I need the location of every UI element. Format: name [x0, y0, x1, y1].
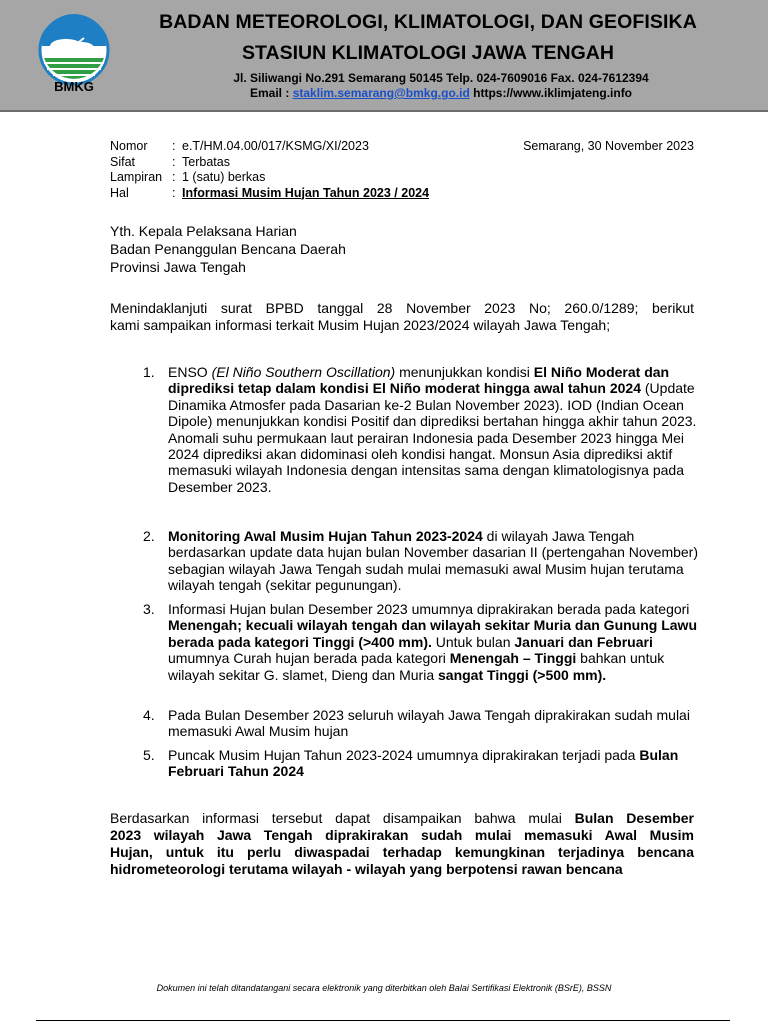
intro-paragraph — [110, 300, 694, 334]
item-text-bold: El Niño Moderat dan diprediksi tetap dalam kondisi El Niño moderat hingga awal tahun 2024 — [168, 364, 670, 397]
item-text: Puncak Musim Hujan Tahun 2023-2024 umumnya diprakirakan terjadi pada — [168, 747, 640, 763]
meta-colon: : — [172, 139, 176, 153]
meta-value: Terbatas — [182, 154, 230, 169]
item-text: Pada Bulan Desember 2023 seluruh wilayah Jawa Tengah diprakirakan sudah mulai memasuki Awal Musim hujan — [168, 707, 690, 740]
email-link[interactable]: staklim.semarang@bmkg.go.id — [292, 86, 470, 100]
recipient-line: Badan Penanggulan Bencana Daerah — [110, 241, 346, 257]
meta-value: e.T/HM.04.00/017/KSMG/XI/2023 — [182, 139, 369, 153]
conclusion-line: 2023 wilayah Jawa Tengah diprakirakan sudah mulai memasuki Awal Musim — [110, 827, 694, 843]
meta-row-sifat — [110, 155, 429, 171]
recipient-line: Yth. Kepala Pelaksana Harian — [110, 223, 297, 239]
item-text-bold: sangat Tinggi (>500 mm). — [438, 666, 607, 683]
recipient-block — [110, 222, 346, 276]
meta-colon: : — [172, 154, 176, 169]
list-number: 2. — [143, 528, 155, 544]
meta-colon: : — [172, 185, 176, 200]
item-text-bold: Menengah; kecuali wilayah tengah dan wilayah sekitar Muria dan Gunung Lawu berada pada kategori Tinggi (>400 mm). — [168, 617, 697, 650]
conclusion-line: Hujan, untuk itu perlu diwaspadai terhadap kemungkinan terjadinya bencana — [110, 844, 694, 860]
intro-line: Menindaklanjuti surat BPBD tanggal 28 November 2023 No; 260.0/1289; berikut — [110, 300, 694, 316]
header-divider — [0, 110, 768, 112]
item-text: Informasi Hujan bulan Desember 2023 umumnya diprakirakan berada pada kategori — [168, 601, 690, 617]
item-text: di wilayah Jawa Tengah berdasarkan update data hujan bulan November dasarian II (pertengahan November) sebagian wilayah Jawa Tengah sudah mulai memasuki awal Musim hujan terutama wilayah tengah (sekitar pegunungan). — [168, 528, 699, 594]
footer-divider — [36, 1020, 730, 1021]
meta-label: Sifat — [110, 154, 136, 169]
list-number: 3. — [143, 601, 155, 617]
address-line: Jl. Siliwangi No.291 Semarang 50145 Telp. 024-7609016 Fax. 024-7612394 — [233, 71, 649, 85]
item-text-bold: Januari dan Februari — [514, 633, 653, 650]
list-number: 1. — [143, 364, 155, 380]
recipient-line: Provinsi Jawa Tengah — [110, 259, 246, 275]
e-signature-note: Dokumen ini telah ditandatangani secara elektronik yang diterbitkan oleh Balai Sertifikasi Elektronik (BSrE), BSSN — [156, 983, 612, 993]
letter-date: Semarang, 30 November 2023 — [523, 139, 694, 153]
conclusion-text-bold: Bulan Desember — [574, 810, 694, 826]
list-item — [143, 747, 699, 780]
item-text-bold: Menengah – Tinggi — [449, 650, 577, 667]
item-text-bold: Bulan Februari Tahun 2024 — [168, 747, 679, 780]
conclusion-line — [110, 810, 694, 827]
letterhead — [0, 0, 768, 110]
conclusion-paragraph — [110, 810, 694, 878]
item-text: Untuk bulan — [431, 633, 515, 650]
meta-label: Hal — [110, 185, 129, 200]
logo-text: BMKG — [54, 79, 94, 94]
letter-meta — [110, 139, 429, 201]
website-text[interactable]: https://www.iklimjateng.info — [473, 86, 633, 100]
item-text: ENSO — [168, 364, 212, 380]
list-item — [143, 364, 699, 528]
station-name: STASIUN KLIMATOLOGI JAWA TENGAH — [242, 42, 614, 64]
meta-label: Nomor — [110, 139, 148, 153]
meta-row-hal — [110, 186, 429, 202]
list-item — [143, 707, 699, 747]
item-text-bold: Monitoring Awal Musim Hujan Tahun 2023-2024 — [168, 528, 483, 544]
intro-line: kami sampaikan informasi terkait Musim Hujan 2023/2024 wilayah Jawa Tengah; — [110, 317, 611, 333]
list-item — [143, 528, 699, 601]
email-label: Email : — [249, 86, 290, 100]
organization-name: BADAN METEOROLOGI, KLIMATOLOGI, DAN GEOFISIKA — [159, 11, 697, 33]
list-number: 5. — [143, 747, 155, 763]
meta-colon: : — [172, 170, 176, 184]
info-list — [143, 364, 699, 780]
meta-label: Lampiran — [110, 170, 163, 184]
meta-row-nomor — [110, 139, 429, 155]
item-text: menunjukkan kondisi — [395, 364, 534, 380]
meta-row-lampiran — [110, 170, 429, 186]
item-text-italic: (El Niño Southern Oscillation) — [211, 364, 396, 380]
contact-line — [150, 86, 732, 100]
conclusion-line: hidrometeorologi terutama wilayah - wilayah yang berpotensi rawan bencana — [110, 861, 623, 877]
meta-value: 1 (satu) berkas — [182, 170, 266, 184]
item-text: bahkan untuk wilayah sekitar G. slamet, Dieng dan Muria — [168, 650, 665, 683]
item-text: (Update Dinamika Atmosfer pada Dasarian ke-2 Bulan November 2023). IOD (Indian Ocean Dipole) menunjukkan kondisi Positif dan diprediksi bertahan hingga akhir tahun 2023. Anomali suhu permukaan laut perairan Indonesia pada Desember 2023 hingga Mei 2024 diprediksi akan didominasi oleh kondisi hangat. Monsun Asia diprediksi aktif memasuki wilayah Indonesia dengan intensitas sama dengan klimatologisnya pada Desember 2023. — [168, 380, 697, 495]
list-item — [143, 601, 699, 707]
conclusion-text: Berdasarkan informasi tersebut dapat disampaikan bahwa mulai — [110, 810, 575, 826]
subject-value: Informasi Musim Hujan Tahun 2023 / 2024 — [182, 185, 430, 200]
list-number: 4. — [143, 707, 155, 723]
item-text: umumnya Curah hujan berada pada kategori — [168, 650, 450, 667]
